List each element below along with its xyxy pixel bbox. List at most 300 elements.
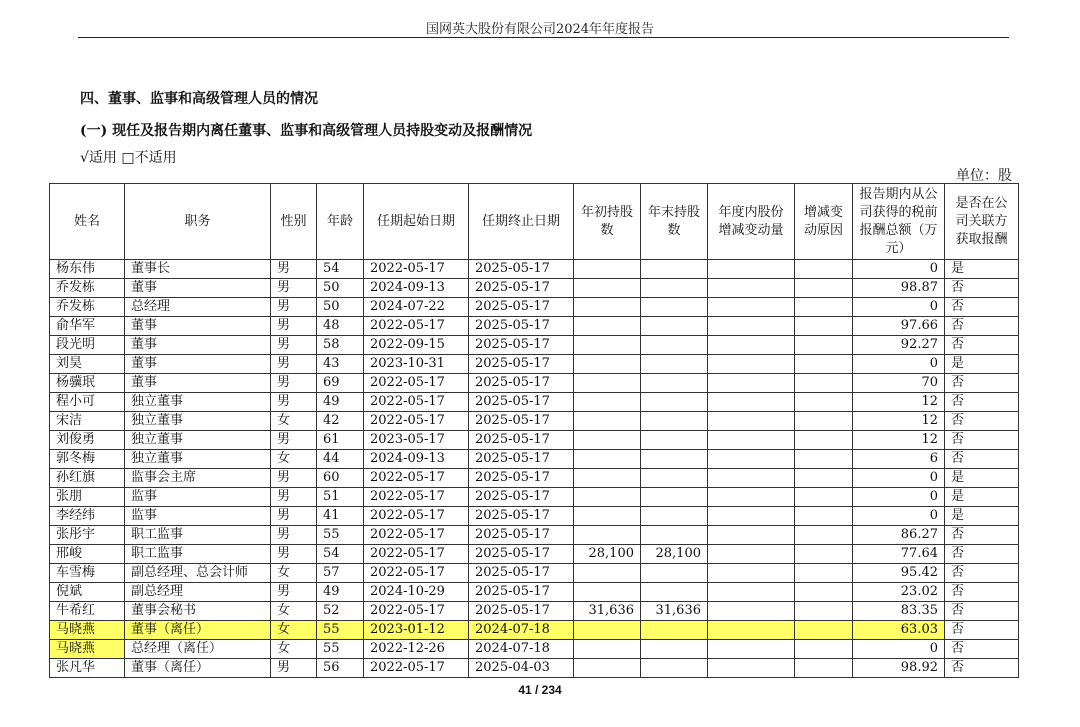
cell-begin-shares	[574, 621, 641, 640]
cell-title: 董事会秘书	[125, 602, 271, 621]
cell-share-change	[708, 621, 795, 640]
cell-related-pay: 是	[945, 488, 1019, 507]
cell-title: 董事	[125, 355, 271, 374]
header-related-pay: 是否在公司关联方获取报酬	[945, 184, 1019, 260]
cell-gender: 男	[271, 507, 317, 526]
cell-related-pay: 否	[945, 583, 1019, 602]
cell-change-reason	[795, 526, 853, 545]
cell-name: 刘昊	[50, 355, 125, 374]
cell-share-change	[708, 602, 795, 621]
cell-pretax-pay: 98.92	[853, 659, 945, 678]
cell-begin-shares	[574, 317, 641, 336]
cell-related-pay: 否	[945, 621, 1019, 640]
cell-begin-shares	[574, 298, 641, 317]
cell-change-reason	[795, 336, 853, 355]
cell-begin-shares: 31,636	[574, 602, 641, 621]
cell-begin-shares	[574, 393, 641, 412]
cell-name: 张彤宇	[50, 526, 125, 545]
cell-age: 41	[317, 507, 364, 526]
cell-change-reason	[795, 374, 853, 393]
cell-pretax-pay: 63.03	[853, 621, 945, 640]
cell-change-reason	[795, 393, 853, 412]
cell-share-change	[708, 450, 795, 469]
cell-begin-shares	[574, 526, 641, 545]
cell-pretax-pay: 70	[853, 374, 945, 393]
cell-age: 56	[317, 659, 364, 678]
report-header-title: 国网英大股份有限公司2024年年度报告	[425, 22, 655, 37]
section-title: 四、董事、监事和高级管理人员的情况	[80, 91, 318, 107]
cell-share-change	[708, 374, 795, 393]
cell-related-pay: 否	[945, 431, 1019, 450]
cell-end-shares	[641, 640, 708, 659]
table-row	[50, 488, 1019, 507]
cell-age: 50	[317, 279, 364, 298]
cell-gender: 男	[271, 659, 317, 678]
cell-end-date: 2025-05-17	[469, 431, 574, 450]
cell-begin-shares	[574, 488, 641, 507]
cell-related-pay: 否	[945, 545, 1019, 564]
cell-begin-shares	[574, 469, 641, 488]
cell-end-date: 2025-05-17	[469, 469, 574, 488]
table-row	[50, 279, 1019, 298]
cell-name: 倪斌	[50, 583, 125, 602]
cell-change-reason	[795, 488, 853, 507]
cell-pretax-pay: 83.35	[853, 602, 945, 621]
cell-title: 监事	[125, 488, 271, 507]
cell-pretax-pay: 0	[853, 640, 945, 659]
cell-title: 职工监事	[125, 526, 271, 545]
cell-end-shares: 31,636	[641, 602, 708, 621]
cell-begin-shares: 28,100	[574, 545, 641, 564]
cell-gender: 女	[271, 450, 317, 469]
cell-change-reason	[795, 431, 853, 450]
cell-start-date: 2022-05-17	[364, 526, 469, 545]
cell-age: 52	[317, 602, 364, 621]
cell-age: 54	[317, 260, 364, 279]
cell-title: 独立董事	[125, 450, 271, 469]
cell-end-shares	[641, 469, 708, 488]
shareholding-compensation-table	[49, 183, 1019, 678]
cell-change-reason	[795, 412, 853, 431]
cell-age: 55	[317, 621, 364, 640]
cell-begin-shares	[574, 431, 641, 450]
cell-related-pay: 是	[945, 469, 1019, 488]
cell-end-shares: 28,100	[641, 545, 708, 564]
cell-gender: 男	[271, 355, 317, 374]
cell-start-date: 2023-05-17	[364, 431, 469, 450]
cell-age: 51	[317, 488, 364, 507]
cell-name: 杨骥珉	[50, 374, 125, 393]
cell-begin-shares	[574, 583, 641, 602]
cell-pretax-pay: 6	[853, 450, 945, 469]
cell-related-pay: 否	[945, 336, 1019, 355]
header-end-shares: 年末持股数	[641, 184, 708, 260]
cell-name: 牛希红	[50, 602, 125, 621]
cell-share-change	[708, 279, 795, 298]
cell-share-change	[708, 507, 795, 526]
cell-gender: 男	[271, 336, 317, 355]
cell-related-pay: 否	[945, 279, 1019, 298]
cell-related-pay: 否	[945, 393, 1019, 412]
cell-end-shares	[641, 431, 708, 450]
cell-gender: 男	[271, 488, 317, 507]
cell-age: 61	[317, 431, 364, 450]
cell-share-change	[708, 336, 795, 355]
cell-age: 50	[317, 298, 364, 317]
cell-share-change	[708, 640, 795, 659]
cell-end-date: 2024-07-18	[469, 621, 574, 640]
table-row	[50, 450, 1019, 469]
table-row	[50, 298, 1019, 317]
cell-age: 54	[317, 545, 364, 564]
table-row	[50, 602, 1019, 621]
cell-change-reason	[795, 469, 853, 488]
cell-related-pay: 否	[945, 450, 1019, 469]
header-title: 职务	[125, 184, 271, 260]
cell-gender: 女	[271, 412, 317, 431]
cell-start-date: 2022-05-17	[364, 564, 469, 583]
header-start-date: 任期起始日期	[364, 184, 469, 260]
cell-end-date: 2025-05-17	[469, 412, 574, 431]
cell-begin-shares	[574, 336, 641, 355]
cell-age: 58	[317, 336, 364, 355]
cell-title: 监事	[125, 507, 271, 526]
cell-share-change	[708, 298, 795, 317]
cell-start-date: 2023-01-12	[364, 621, 469, 640]
cell-end-date: 2025-05-17	[469, 526, 574, 545]
cell-pretax-pay: 23.02	[853, 583, 945, 602]
cell-end-date: 2025-05-17	[469, 260, 574, 279]
cell-age: 44	[317, 450, 364, 469]
cell-gender: 男	[271, 545, 317, 564]
cell-share-change	[708, 545, 795, 564]
cell-end-shares	[641, 564, 708, 583]
cell-end-shares	[641, 583, 708, 602]
cell-name: 段光明	[50, 336, 125, 355]
cell-name: 俞华军	[50, 317, 125, 336]
cell-end-date: 2025-05-17	[469, 583, 574, 602]
cell-pretax-pay: 0	[853, 469, 945, 488]
cell-end-shares	[641, 336, 708, 355]
cell-share-change	[708, 488, 795, 507]
cell-end-shares	[641, 317, 708, 336]
cell-name: 孙红旗	[50, 469, 125, 488]
cell-share-change	[708, 659, 795, 678]
cell-end-shares	[641, 412, 708, 431]
table-row	[50, 659, 1019, 678]
cell-end-shares	[641, 450, 708, 469]
table-row	[50, 412, 1019, 431]
cell-begin-shares	[574, 640, 641, 659]
table-row	[50, 336, 1019, 355]
cell-end-shares	[641, 374, 708, 393]
cell-end-date: 2025-05-17	[469, 602, 574, 621]
cell-age: 42	[317, 412, 364, 431]
cell-gender: 男	[271, 260, 317, 279]
cell-pretax-pay: 86.27	[853, 526, 945, 545]
cell-share-change	[708, 583, 795, 602]
cell-end-date: 2025-05-17	[469, 336, 574, 355]
cell-age: 55	[317, 640, 364, 659]
cell-title: 独立董事	[125, 393, 271, 412]
table-row	[50, 583, 1019, 602]
header-age: 年龄	[317, 184, 364, 260]
cell-gender: 男	[271, 374, 317, 393]
table-row	[50, 526, 1019, 545]
cell-name: 刘俊勇	[50, 431, 125, 450]
cell-begin-shares	[574, 564, 641, 583]
cell-start-date: 2022-05-17	[364, 488, 469, 507]
cell-change-reason	[795, 317, 853, 336]
cell-end-date: 2025-05-17	[469, 355, 574, 374]
table-body	[50, 260, 1019, 678]
cell-pretax-pay: 77.64	[853, 545, 945, 564]
cell-share-change	[708, 393, 795, 412]
cell-begin-shares	[574, 260, 641, 279]
cell-end-date: 2024-07-18	[469, 640, 574, 659]
cell-start-date: 2024-10-29	[364, 583, 469, 602]
header-gender: 性别	[271, 184, 317, 260]
cell-pretax-pay: 0	[853, 355, 945, 374]
cell-start-date: 2024-09-13	[364, 279, 469, 298]
cell-gender: 男	[271, 583, 317, 602]
cell-age: 49	[317, 583, 364, 602]
cell-age: 60	[317, 469, 364, 488]
cell-start-date: 2022-05-17	[364, 374, 469, 393]
cell-change-reason	[795, 450, 853, 469]
cell-name: 宋洁	[50, 412, 125, 431]
cell-age: 43	[317, 355, 364, 374]
cell-change-reason	[795, 298, 853, 317]
cell-change-reason	[795, 507, 853, 526]
cell-share-change	[708, 412, 795, 431]
cell-title: 董事	[125, 336, 271, 355]
cell-end-shares	[641, 279, 708, 298]
header-name: 姓名	[50, 184, 125, 260]
table-row	[50, 393, 1019, 412]
cell-start-date: 2022-05-17	[364, 469, 469, 488]
cell-change-reason	[795, 659, 853, 678]
table-row	[50, 640, 1019, 659]
cell-pretax-pay: 0	[853, 298, 945, 317]
cell-start-date: 2022-05-17	[364, 393, 469, 412]
cell-gender: 男	[271, 469, 317, 488]
cell-name: 郭冬梅	[50, 450, 125, 469]
cell-related-pay: 否	[945, 298, 1019, 317]
cell-name: 马晓燕	[50, 621, 125, 640]
cell-share-change	[708, 431, 795, 450]
cell-related-pay: 否	[945, 602, 1019, 621]
table-row	[50, 621, 1019, 640]
cell-gender: 男	[271, 298, 317, 317]
cell-start-date: 2022-05-17	[364, 412, 469, 431]
cell-end-date: 2025-05-17	[469, 450, 574, 469]
cell-change-reason	[795, 602, 853, 621]
cell-name: 张朋	[50, 488, 125, 507]
cell-age: 48	[317, 317, 364, 336]
cell-change-reason	[795, 260, 853, 279]
cell-gender: 男	[271, 317, 317, 336]
cell-change-reason	[795, 621, 853, 640]
cell-related-pay: 否	[945, 317, 1019, 336]
cell-pretax-pay: 92.27	[853, 336, 945, 355]
cell-age: 69	[317, 374, 364, 393]
cell-end-shares	[641, 298, 708, 317]
cell-pretax-pay: 0	[853, 507, 945, 526]
header-pretax-pay: 报告期内从公司获得的税前报酬总额（万元）	[853, 184, 945, 260]
cell-start-date: 2022-05-17	[364, 545, 469, 564]
cell-title: 总经理（离任）	[125, 640, 271, 659]
cell-age: 57	[317, 564, 364, 583]
cell-title: 董事	[125, 279, 271, 298]
cell-pretax-pay: 0	[853, 488, 945, 507]
cell-title: 董事	[125, 317, 271, 336]
cell-start-date: 2023-10-31	[364, 355, 469, 374]
table-header-row	[50, 184, 1019, 260]
cell-title: 董事长	[125, 260, 271, 279]
table-row	[50, 545, 1019, 564]
cell-name: 乔发栋	[50, 298, 125, 317]
unit-label: 单位：股	[956, 168, 1012, 184]
cell-change-reason	[795, 279, 853, 298]
cell-gender: 男	[271, 279, 317, 298]
cell-age: 49	[317, 393, 364, 412]
cell-name: 程小可	[50, 393, 125, 412]
cell-title: 副总经理	[125, 583, 271, 602]
cell-end-shares	[641, 659, 708, 678]
cell-related-pay: 是	[945, 507, 1019, 526]
cell-end-shares	[641, 488, 708, 507]
table-row	[50, 355, 1019, 374]
cell-title: 董事（离任）	[125, 621, 271, 640]
cell-begin-shares	[574, 450, 641, 469]
cell-pretax-pay: 98.87	[853, 279, 945, 298]
cell-gender: 女	[271, 564, 317, 583]
cell-begin-shares	[574, 659, 641, 678]
table-row	[50, 507, 1019, 526]
cell-end-shares	[641, 355, 708, 374]
cell-end-shares	[641, 507, 708, 526]
table-row	[50, 317, 1019, 336]
cell-share-change	[708, 260, 795, 279]
header-divider	[78, 37, 1009, 38]
cell-name: 杨东伟	[50, 260, 125, 279]
cell-pretax-pay: 12	[853, 431, 945, 450]
cell-begin-shares	[574, 355, 641, 374]
cell-title: 独立董事	[125, 431, 271, 450]
cell-end-date: 2025-04-03	[469, 659, 574, 678]
cell-title: 职工监事	[125, 545, 271, 564]
cell-end-date: 2025-05-17	[469, 488, 574, 507]
cell-related-pay: 是	[945, 260, 1019, 279]
cell-title: 副总经理、总会计师	[125, 564, 271, 583]
cell-end-date: 2025-05-17	[469, 564, 574, 583]
cell-change-reason	[795, 583, 853, 602]
cell-share-change	[708, 469, 795, 488]
cell-title: 董事（离任）	[125, 659, 271, 678]
cell-related-pay: 否	[945, 374, 1019, 393]
cell-begin-shares	[574, 374, 641, 393]
header-begin-shares: 年初持股数	[574, 184, 641, 260]
cell-share-change	[708, 355, 795, 374]
header-share-change: 年度内股份增减变动量	[708, 184, 795, 260]
cell-start-date: 2022-05-17	[364, 602, 469, 621]
cell-gender: 女	[271, 602, 317, 621]
cell-start-date: 2022-05-17	[364, 260, 469, 279]
cell-begin-shares	[574, 412, 641, 431]
cell-change-reason	[795, 564, 853, 583]
cell-end-shares	[641, 260, 708, 279]
cell-end-shares	[641, 393, 708, 412]
section-subtitle: (一) 现任及报告期内离任董事、监事和高级管理人员持股变动及报酬情况	[80, 123, 533, 139]
cell-end-shares	[641, 621, 708, 640]
cell-related-pay: 否	[945, 564, 1019, 583]
page-number: 41 / 234	[518, 683, 562, 697]
cell-name: 李经纬	[50, 507, 125, 526]
cell-end-shares	[641, 526, 708, 545]
cell-name: 车雪梅	[50, 564, 125, 583]
cell-related-pay: 否	[945, 659, 1019, 678]
cell-related-pay: 是	[945, 355, 1019, 374]
cell-pretax-pay: 12	[853, 412, 945, 431]
cell-gender: 女	[271, 621, 317, 640]
cell-name: 张凡华	[50, 659, 125, 678]
cell-change-reason	[795, 545, 853, 564]
cell-start-date: 2024-07-22	[364, 298, 469, 317]
cell-name: 邢峻	[50, 545, 125, 564]
cell-pretax-pay: 95.42	[853, 564, 945, 583]
cell-start-date: 2022-12-26	[364, 640, 469, 659]
cell-pretax-pay: 97.66	[853, 317, 945, 336]
cell-name: 马晓燕	[50, 640, 125, 659]
table-row	[50, 260, 1019, 279]
cell-gender: 女	[271, 640, 317, 659]
cell-end-date: 2025-05-17	[469, 393, 574, 412]
cell-end-date: 2025-05-17	[469, 507, 574, 526]
cell-change-reason	[795, 640, 853, 659]
cell-start-date: 2022-09-15	[364, 336, 469, 355]
cell-pretax-pay: 12	[853, 393, 945, 412]
applicability-note: √适用 □不适用	[80, 150, 177, 166]
cell-end-date: 2025-05-17	[469, 317, 574, 336]
cell-end-date: 2025-05-17	[469, 279, 574, 298]
header-end-date: 任期终止日期	[469, 184, 574, 260]
cell-begin-shares	[574, 279, 641, 298]
cell-title: 总经理	[125, 298, 271, 317]
cell-gender: 男	[271, 393, 317, 412]
table-row	[50, 469, 1019, 488]
cell-age: 55	[317, 526, 364, 545]
cell-start-date: 2022-05-17	[364, 317, 469, 336]
cell-pretax-pay: 0	[853, 260, 945, 279]
table-row	[50, 374, 1019, 393]
cell-share-change	[708, 526, 795, 545]
cell-gender: 男	[271, 431, 317, 450]
cell-share-change	[708, 317, 795, 336]
cell-start-date: 2022-05-17	[364, 659, 469, 678]
cell-end-date: 2025-05-17	[469, 374, 574, 393]
cell-start-date: 2024-09-13	[364, 450, 469, 469]
cell-gender: 男	[271, 526, 317, 545]
cell-related-pay: 否	[945, 412, 1019, 431]
header-change-reason: 增减变动原因	[795, 184, 853, 260]
cell-share-change	[708, 564, 795, 583]
cell-end-date: 2025-05-17	[469, 298, 574, 317]
cell-begin-shares	[574, 507, 641, 526]
cell-title: 独立董事	[125, 412, 271, 431]
cell-title: 监事会主席	[125, 469, 271, 488]
table-row	[50, 431, 1019, 450]
